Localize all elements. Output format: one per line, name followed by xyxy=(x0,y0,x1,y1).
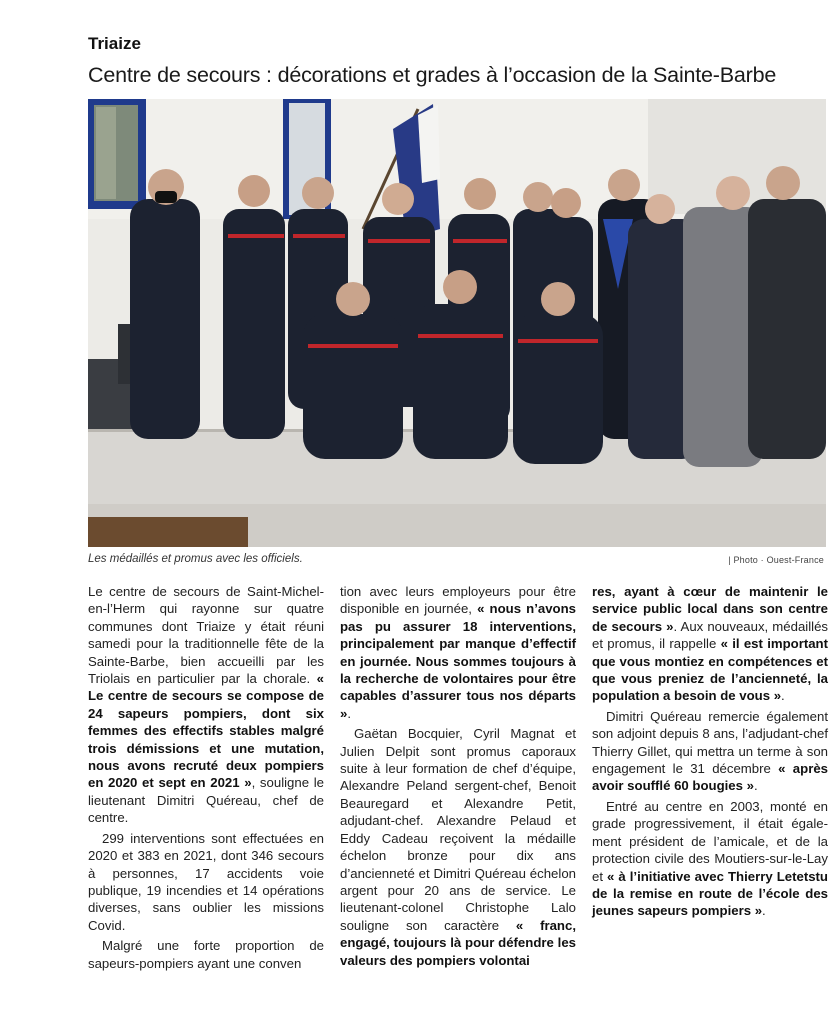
kneeling-firefighters xyxy=(303,270,603,464)
quote: « Le centre de secours se compose de 24 sapeurs pompiers, dont six femmes des effectifs stables malgré trois démissions et une mutation, nous avons recruté deux pompiers en 2020 et sept en 2021 » xyxy=(88,671,324,791)
column-3 xyxy=(592,583,828,923)
quote: « il est important que vous montiez en compétences et que vous preniez de l’ancienneté, la population a besoin de vous » xyxy=(592,636,828,704)
quote: « franc, engagé, toujours là pour défendre les valeurs des pompiers volontai xyxy=(340,917,576,968)
quote: res, ayant à cœur de maintenir le service public local dans son centre de secours » xyxy=(592,584,828,634)
quote: « à l’initiative avec Thierry Letetstu de la remise en route de l’école des jeunes sapeurs pompiers » xyxy=(592,868,828,919)
quote: « nous n’avons pas pu assurer 18 interventions, principalement par manque d’effectif en journée. Nous sommes toujours à la recherche de volontaires pour être capables d’assurer tous nos départs » xyxy=(340,601,576,721)
paragraph: Entré au centre en 2003, monté en grade progressivement, il était également président de l’amicale, et de la protection civile des Moutiers-sur-le-Lay et « à l’initiative avec Thierry Letetstu de la remise en route de l’école des jeunes sapeurs pompiers ». xyxy=(592,798,828,919)
column-2 xyxy=(340,583,576,972)
column-1 xyxy=(88,583,324,975)
paragraph: res, ayant à cœur de maintenir le service public local dans son centre de secours ». Aux nouveaux, médaillés et promus, il rappelle « il est important que vous montiez en compétences et que vous preniez de l’ancienneté, la population a besoin de vous ». xyxy=(592,584,828,704)
group-photo xyxy=(88,99,826,547)
paragraph: Gaëtan Bocquier, Cyril Magnat et Julien Delpit sont promus caporaux suite à leur formation de chef d’équipe, Alexandre Peland sergent-chef, Benoit Beauregard et Alexandre Petit, adjudant-chef. Alexandre Pelaud et Eddy Cadeau reçoivent la médaille échelon bronze pour dix ans d’ancienneté et Dimitri Quéreau échelon argent pour 20 ans de service. Le lieutenant-colonel Christophe Lalo souligne son caractère « franc, engagé, toujours là pour défendre les valeurs des pompiers volontai xyxy=(340,726,576,968)
paragraph: Malgré une forte proportion de sapeurs-pompiers ayant une conven xyxy=(88,938,324,971)
paragraph: Dimitri Quéreau remercie également son adjoint depuis 8 ans, l’adjudant-chef Thierry Gillet, qui mettra un terme à son engagement le 31 décembre « après avoir soufflé 60 bougies ». xyxy=(592,708,828,794)
article-kicker: Triaize xyxy=(88,34,141,53)
paragraph: 299 interventions sont effectuées en 2020 et 383 en 2021, dont 346 secours à personnes, 17 accidents voie publique, 19 incendies et 14 opérations diverses, sans oublier les missions Covid. xyxy=(88,830,324,933)
photo-credit: | Photo · Ouest-France xyxy=(728,555,824,565)
photo-caption: Les médaillés et promus avec les officiels. xyxy=(88,553,303,565)
article-headline: Centre de secours : décorations et grades à l’occasion de la Sainte-Barbe xyxy=(88,63,777,87)
quote: « après avoir soufflé 60 bougies » xyxy=(592,761,828,794)
paragraph: tion avec leurs employeurs pour être disponible en journée, « nous n’avons pas pu assurer 18 interventions, principalement par manque d’effectif en journée. Nous sommes toujours à la recherche de volontaires pour être capables d’assurer tous nos départs ». xyxy=(340,584,576,721)
paragraph: Le centre de secours de Saint-Michel-en-l’Herm qui rayonne sur quatre communes dont Triaize y était réuni samedi pour la traditionnelle fête de la Sainte-Barbe, bien accueilli par les Triolais en particulier par la chorale. « Le centre de secours se compose de 24 sapeurs pompiers, dont six femmes des effectifs stables malgré trois démissions et une mutation, nous avons recruté deux pompiers en 2020 et sept en 2021 », souligne le lieutenant Dimitri Quéreau, chef de centre. xyxy=(88,584,324,826)
